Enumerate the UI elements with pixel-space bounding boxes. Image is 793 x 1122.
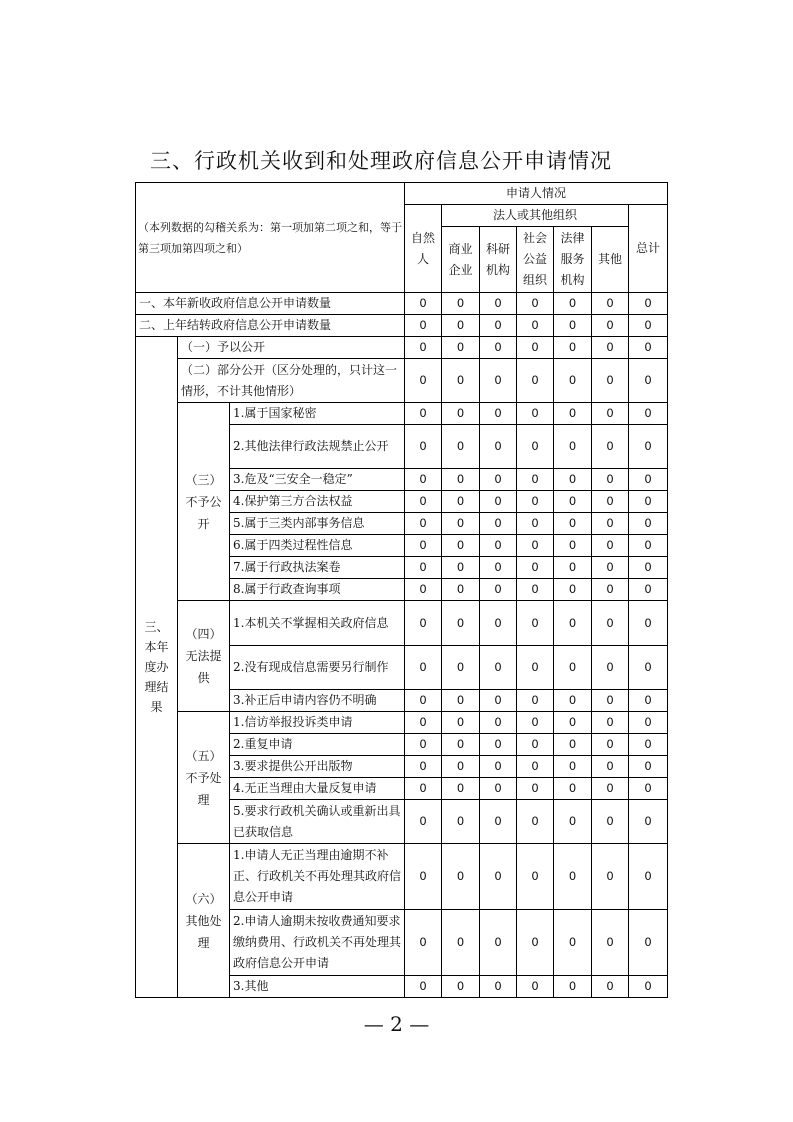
value-cell: 0 [480, 712, 517, 734]
item-label: 3.危及“三安全一稳定” [230, 469, 405, 491]
item-label: 1.属于国家秘密 [230, 403, 405, 425]
value-cell: 0 [442, 425, 480, 469]
item-label: 1.本机关不掌握相关政府信息 [230, 601, 405, 646]
value-cell: 0 [442, 756, 480, 778]
value-cell: 0 [442, 734, 480, 756]
value-cell: 0 [517, 734, 554, 756]
value-cell: 0 [480, 403, 517, 425]
value-cell: 0 [554, 844, 592, 910]
value-cell: 0 [517, 756, 554, 778]
value-cell: 0 [629, 469, 668, 491]
value-cell: 0 [629, 491, 668, 513]
value-cell: 0 [517, 778, 554, 800]
value-cell: 0 [554, 646, 592, 690]
value-cell: 0 [592, 513, 629, 535]
value-cell: 0 [405, 601, 442, 646]
value-cell: 0 [592, 734, 629, 756]
item-label: 1.信访举报投诉类申请 [230, 712, 405, 734]
item-label: 6.属于四类过程性信息 [230, 535, 405, 557]
header-note: （本列数据的勾稽关系为：第一项加第二项之和，等于第三项加第四项之和） [136, 183, 405, 293]
value-cell: 0 [629, 976, 668, 998]
value-cell: 0 [405, 491, 442, 513]
value-cell: 0 [517, 337, 554, 359]
item-label: 5.属于三类内部事务信息 [230, 513, 405, 535]
section-title: 三、行政机关收到和处理政府信息公开申请情况 [150, 149, 612, 173]
row-label-partial: （二）部分公开（区分处理的，只计这一情形，不计其他情形） [178, 359, 405, 403]
value-cell: 0 [517, 690, 554, 712]
value-cell: 0 [592, 579, 629, 601]
value-cell: 0 [592, 690, 629, 712]
value-cell: 0 [629, 403, 668, 425]
result-section-label: 三、本年度办理结果 [136, 337, 178, 998]
header-legal-service: 法律服务机构 [554, 227, 592, 293]
header-total: 总计 [629, 205, 668, 293]
header-commercial: 商业企业 [442, 227, 480, 293]
value-cell: 0 [554, 910, 592, 976]
item-label: 4.保护第三方合法权益 [230, 491, 405, 513]
value-cell: 0 [554, 557, 592, 579]
value-cell: 0 [629, 778, 668, 800]
value-cell: 0 [629, 293, 668, 315]
value-cell: 0 [480, 800, 517, 844]
value-cell: 0 [405, 535, 442, 557]
value-cell: 0 [629, 734, 668, 756]
value-cell: 0 [592, 315, 629, 337]
value-cell: 0 [629, 579, 668, 601]
value-cell: 0 [405, 359, 442, 403]
value-cell: 0 [480, 756, 517, 778]
value-cell: 0 [405, 337, 442, 359]
info-request-table [135, 182, 668, 998]
value-cell: 0 [629, 425, 668, 469]
value-cell: 0 [442, 800, 480, 844]
value-cell: 0 [405, 557, 442, 579]
value-cell: 0 [629, 601, 668, 646]
value-cell: 0 [592, 778, 629, 800]
value-cell: 0 [629, 359, 668, 403]
value-cell: 0 [405, 579, 442, 601]
value-cell: 0 [554, 315, 592, 337]
value-cell: 0 [480, 579, 517, 601]
item-label: 5.要求行政机关确认或重新出具已获取信息 [230, 800, 405, 844]
value-cell: 0 [554, 976, 592, 998]
value-cell: 0 [480, 778, 517, 800]
value-cell: 0 [405, 910, 442, 976]
value-cell: 0 [554, 403, 592, 425]
value-cell: 0 [405, 315, 442, 337]
header-applicant: 申请人情况 [405, 183, 668, 205]
group-label-other-processing: （六）其他处理 [178, 844, 230, 998]
item-label: 3.其他 [230, 976, 405, 998]
value-cell: 0 [405, 646, 442, 690]
value-cell: 0 [592, 359, 629, 403]
value-cell: 0 [480, 425, 517, 469]
row-label-new-requests: 一、本年新收政府信息公开申请数量 [136, 293, 405, 315]
item-label: 2.重复申请 [230, 734, 405, 756]
value-cell: 0 [517, 844, 554, 910]
value-cell: 0 [442, 513, 480, 535]
value-cell: 0 [629, 910, 668, 976]
value-cell: 0 [629, 535, 668, 557]
value-cell: 0 [554, 337, 592, 359]
item-label: 8.属于行政查询事项 [230, 579, 405, 601]
value-cell: 0 [405, 800, 442, 844]
value-cell: 0 [517, 359, 554, 403]
value-cell: 0 [517, 646, 554, 690]
value-cell: 0 [517, 315, 554, 337]
item-label: 2.其他法律行政法规禁止公开 [230, 425, 405, 469]
value-cell: 0 [629, 756, 668, 778]
value-cell: 0 [517, 491, 554, 513]
value-cell: 0 [554, 359, 592, 403]
value-cell: 0 [592, 800, 629, 844]
value-cell: 0 [442, 315, 480, 337]
value-cell: 0 [592, 601, 629, 646]
value-cell: 0 [442, 579, 480, 601]
value-cell: 0 [442, 337, 480, 359]
value-cell: 0 [405, 513, 442, 535]
value-cell: 0 [442, 976, 480, 998]
value-cell: 0 [480, 293, 517, 315]
value-cell: 0 [592, 910, 629, 976]
value-cell: 0 [480, 734, 517, 756]
value-cell: 0 [517, 469, 554, 491]
value-cell: 0 [480, 646, 517, 690]
value-cell: 0 [517, 976, 554, 998]
value-cell: 0 [592, 425, 629, 469]
value-cell: 0 [517, 425, 554, 469]
row-label-carried-over: 二、上年结转政府信息公开申请数量 [136, 315, 405, 337]
value-cell: 0 [554, 800, 592, 844]
item-label: 2.申请人逾期未按收费通知要求缴纳费用、行政机关不再处理其政府信息公开申请 [230, 910, 405, 976]
value-cell: 0 [442, 646, 480, 690]
value-cell: 0 [480, 315, 517, 337]
item-label: 4.无正当理由大量反复申请 [230, 778, 405, 800]
value-cell: 0 [442, 778, 480, 800]
value-cell: 0 [592, 491, 629, 513]
value-cell: 0 [629, 844, 668, 910]
item-label: 7.属于行政执法案卷 [230, 557, 405, 579]
value-cell: 0 [554, 513, 592, 535]
value-cell: 0 [517, 293, 554, 315]
value-cell: 0 [629, 712, 668, 734]
value-cell: 0 [405, 469, 442, 491]
value-cell: 0 [592, 293, 629, 315]
value-cell: 0 [405, 756, 442, 778]
value-cell: 0 [592, 535, 629, 557]
value-cell: 0 [629, 557, 668, 579]
value-cell: 0 [592, 712, 629, 734]
group-label-not-processed: （五）不予处理 [178, 712, 230, 844]
value-cell: 0 [442, 712, 480, 734]
page-number: — 2 — [363, 1012, 430, 1036]
value-cell: 0 [442, 910, 480, 976]
value-cell: 0 [554, 579, 592, 601]
header-research: 科研机构 [480, 227, 517, 293]
value-cell: 0 [442, 601, 480, 646]
value-cell: 0 [405, 778, 442, 800]
value-cell: 0 [480, 491, 517, 513]
value-cell: 0 [629, 337, 668, 359]
value-cell: 0 [554, 690, 592, 712]
value-cell: 0 [405, 690, 442, 712]
value-cell: 0 [554, 756, 592, 778]
value-cell: 0 [554, 425, 592, 469]
value-cell: 0 [554, 293, 592, 315]
value-cell: 0 [442, 690, 480, 712]
value-cell: 0 [554, 712, 592, 734]
value-cell: 0 [592, 976, 629, 998]
item-label: 2.没有现成信息需要另行制作 [230, 646, 405, 690]
value-cell: 0 [592, 646, 629, 690]
value-cell: 0 [517, 601, 554, 646]
group-label-cannot-provide: （四）无法提供 [178, 601, 230, 712]
row-label-grant: （一）予以公开 [178, 337, 405, 359]
value-cell: 0 [517, 712, 554, 734]
value-cell: 0 [405, 976, 442, 998]
value-cell: 0 [442, 403, 480, 425]
value-cell: 0 [592, 469, 629, 491]
item-label: 1.申请人无正当理由逾期不补正、行政机关不再处理其政府信息公开申请 [230, 844, 405, 910]
value-cell: 0 [480, 535, 517, 557]
value-cell: 0 [442, 359, 480, 403]
group-label-deny: （三）不予公开 [178, 403, 230, 601]
value-cell: 0 [592, 337, 629, 359]
header-natural-person: 自然人 [405, 205, 442, 293]
value-cell: 0 [554, 491, 592, 513]
value-cell: 0 [480, 469, 517, 491]
value-cell: 0 [554, 535, 592, 557]
value-cell: 0 [480, 844, 517, 910]
item-label: 3.补正后申请内容仍不明确 [230, 690, 405, 712]
value-cell: 0 [629, 315, 668, 337]
item-label: 3.要求提供公开出版物 [230, 756, 405, 778]
value-cell: 0 [405, 712, 442, 734]
value-cell: 0 [517, 579, 554, 601]
value-cell: 0 [517, 535, 554, 557]
value-cell: 0 [629, 800, 668, 844]
value-cell: 0 [554, 778, 592, 800]
header-legal-group: 法人或其他组织 [442, 205, 629, 227]
value-cell: 0 [554, 469, 592, 491]
value-cell: 0 [405, 403, 442, 425]
value-cell: 0 [442, 469, 480, 491]
header-other: 其他 [592, 227, 629, 293]
value-cell: 0 [517, 513, 554, 535]
value-cell: 0 [629, 646, 668, 690]
value-cell: 0 [592, 557, 629, 579]
value-cell: 0 [480, 337, 517, 359]
value-cell: 0 [629, 513, 668, 535]
header-social-welfare: 社会公益组织 [517, 227, 554, 293]
value-cell: 0 [592, 756, 629, 778]
value-cell: 0 [405, 425, 442, 469]
value-cell: 0 [629, 690, 668, 712]
value-cell: 0 [405, 734, 442, 756]
value-cell: 0 [554, 734, 592, 756]
value-cell: 0 [517, 403, 554, 425]
value-cell: 0 [442, 491, 480, 513]
value-cell: 0 [480, 601, 517, 646]
value-cell: 0 [442, 293, 480, 315]
value-cell: 0 [480, 910, 517, 976]
value-cell: 0 [480, 690, 517, 712]
value-cell: 0 [442, 557, 480, 579]
value-cell: 0 [480, 557, 517, 579]
value-cell: 0 [405, 844, 442, 910]
value-cell: 0 [405, 293, 442, 315]
value-cell: 0 [480, 513, 517, 535]
value-cell: 0 [517, 800, 554, 844]
value-cell: 0 [442, 844, 480, 910]
value-cell: 0 [592, 403, 629, 425]
value-cell: 0 [480, 359, 517, 403]
value-cell: 0 [517, 910, 554, 976]
value-cell: 0 [480, 976, 517, 998]
value-cell: 0 [442, 535, 480, 557]
value-cell: 0 [517, 557, 554, 579]
value-cell: 0 [592, 844, 629, 910]
value-cell: 0 [554, 601, 592, 646]
